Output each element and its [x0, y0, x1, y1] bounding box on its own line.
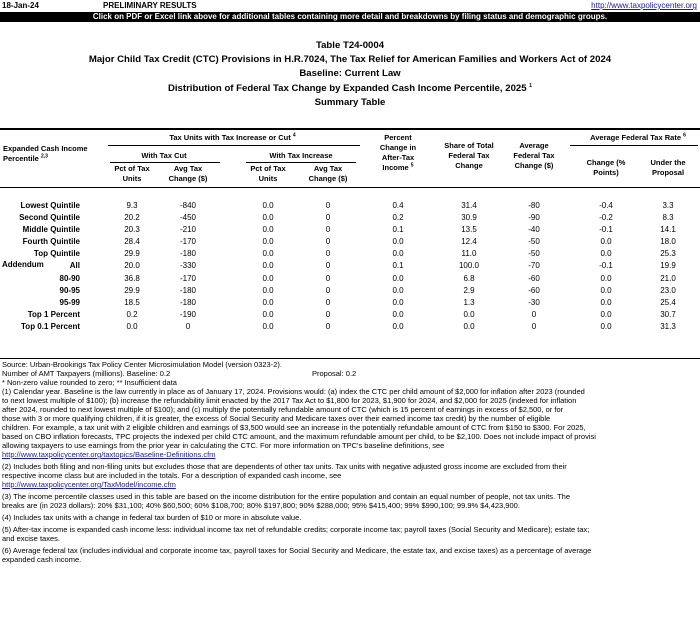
addendum-cell: 0.0: [262, 298, 274, 307]
addendum-cell: 0: [325, 322, 331, 331]
inc-pct-header: Pct of Tax Units: [250, 164, 286, 183]
note-5a: (5) After-tax income is expanded cash income less: individual income tax net of refundable credits; corporate income tax; payroll taxes (Social Security and Medicare); estate tax;: [2, 525, 590, 534]
amt-note: Number of AMT Taxpayers (millions). Baseline: 0.2 Proposal: 0.2: [2, 369, 357, 378]
quintile-cell: 19.9: [660, 261, 676, 270]
title-line-4: Summary Table: [314, 96, 386, 108]
table-titles: [0, 39, 700, 110]
quintile-row-label: Top Quintile: [33, 249, 80, 258]
avg-fed-change-header: Average Federal Tax Change ($): [513, 141, 555, 170]
addendum-cell: 0.0: [392, 286, 404, 295]
addendum-cell: 0.0: [262, 274, 274, 283]
rate-change-header: Change (% Points): [586, 158, 626, 177]
addendum-cell: 0.0: [262, 310, 274, 319]
row-label-header: Expanded Cash Income Percentile $^{2,3}$: [3, 144, 88, 163]
baseline-definitions-link[interactable]: http://www.taxpolicycenter.org/taxtopics/Baseline-Definitions.cfm: [2, 450, 216, 459]
addendum-cell: 0.2: [126, 310, 138, 319]
quintile-cell: 0.0: [262, 213, 274, 222]
addendum-row-label: 80-90: [59, 274, 80, 283]
quintile-cell: 30.9: [461, 213, 477, 222]
addendum-cell: 31.3: [660, 322, 676, 331]
note-1f: based on CBO inflation forecasts, TPC projects the indexed per child CTC amount, and the maximum refundable amount per child, to be $2,100. Does not include impact of provisi: [2, 432, 596, 441]
addendum-cell: 25.4: [660, 298, 676, 307]
note-2a: (2) Includes both filing and non-filing units but excludes those that are dependents of other tax units. Tax units with negative adjusted gross income are excluded from their: [2, 462, 567, 471]
addendum-cell: 0.0: [463, 310, 475, 319]
report-date: 18-Jan-24: [2, 1, 39, 10]
units-group-header: Tax Units with Tax Increase or Cut $^4$: [169, 132, 296, 142]
with-increase-underline: [246, 162, 356, 163]
quintile-cell: 0.0: [262, 237, 274, 246]
addendum-cell: 0.0: [600, 322, 612, 331]
note-2-link-row: [2, 480, 698, 489]
title-line-1: Major Child Tax Credit (CTC) Provisions in H.R.7024, The Tax Relief for American Families and Workers Act of 2024: [88, 54, 612, 66]
header-bottom-rule: [0, 187, 700, 188]
quintile-row-label: Middle Quintile: [22, 225, 80, 234]
units-group-underline: [108, 145, 360, 146]
quintile-cell: -90: [528, 213, 540, 222]
quintile-row-label: Second Quintile: [19, 213, 80, 222]
avg-rate-underline: [570, 145, 698, 146]
quintile-cell: -0.1: [599, 225, 613, 234]
addendum-cell: 0: [325, 298, 331, 307]
cut-pct-header: Pct of Tax Units: [114, 164, 150, 183]
quintile-cell: 20.3: [124, 225, 140, 234]
addendum-row-label: 90-95: [59, 286, 80, 295]
quintile-cell: 14.1: [660, 225, 676, 234]
quintile-cell: 0: [325, 201, 331, 210]
addendum-cell: 0.0: [126, 322, 138, 331]
quintile-cell: -0.2: [599, 213, 613, 222]
quintile-cell: 0.0: [392, 237, 404, 246]
addendum-cell: 0: [325, 286, 331, 295]
addendum-cell: 0: [531, 322, 537, 331]
quintile-cell: 8.3: [662, 213, 674, 222]
quintile-cell: 0: [325, 249, 331, 258]
title-line-2: Baseline: Current Law: [299, 68, 401, 80]
quintile-cell: 0.0: [262, 249, 274, 258]
addendum-row-label: Top 1 Percent: [27, 310, 80, 319]
addendum-cell: 0.0: [392, 298, 404, 307]
avg-rate-group-header: Average Federal Tax Rate $^6$: [590, 132, 686, 142]
addendum-cell: 18.5: [124, 298, 140, 307]
note-6a: (6) Average federal tax (includes individual and corporate income tax, payroll taxes for Social Security and Medicare, the estate tax, and excise taxes) as a percentage of average: [2, 546, 592, 555]
addendum-cell: -190: [179, 310, 196, 319]
note-5b: and excise taxes.: [2, 534, 60, 543]
addendum-cell: -180: [179, 298, 196, 307]
note-1c: after 2024, rounded to next lowest multiple of $100); and (c) multiply the potentially refundable amount of CTC (which is 15 percent of earnings in excess of $2,500, or for: [2, 405, 564, 414]
quintile-cell: -0.1: [599, 261, 613, 270]
note-1a: (1) Calendar year. Baseline is the law currently in place as of January 17, 2024. Provisions would: (a) index the CTC per child amount of $2,000 for inflation after 2023 (rounded: [2, 387, 585, 396]
quintile-cell: 0.0: [600, 249, 612, 258]
quintile-cell: -70: [528, 261, 540, 270]
quintile-cell: 31.4: [461, 201, 477, 210]
source-note: Source: Urban-Brookings Tax Policy Center Microsimulation Model (version 0323-2).: [2, 360, 282, 369]
quintile-cell: 0: [325, 225, 331, 234]
with-increase-header: With Tax Increase: [269, 151, 333, 160]
inc-avg-header: Avg Tax Change ($): [308, 164, 348, 183]
title-line-3: Distribution of Federal Tax Change by Expanded Cash Income Percentile, 2025 $^1$: [167, 82, 533, 94]
with-cut-underline: [110, 162, 220, 163]
addendum-cell: -170: [179, 274, 196, 283]
addendum-label: Addendum: [2, 260, 44, 269]
quintile-cell: 11.0: [461, 249, 477, 258]
quintile-cell: 0.0: [262, 261, 274, 270]
quintile-cell: 18.0: [660, 237, 676, 246]
addendum-cell: 0.0: [600, 310, 612, 319]
quintile-cell: -180: [179, 249, 196, 258]
addendum-cell: 0.0: [392, 274, 404, 283]
quintile-cell: -840: [179, 201, 196, 210]
note-1e: children. For example, a tax unit with 2 eligible children and earnings of $3,500 would see an increase in the potentially refundable amount of CTC from $150 to $300. For 2025,: [2, 423, 586, 432]
addendum-cell: -30: [528, 298, 540, 307]
addendum-row-label: Top 0.1 Percent: [21, 322, 80, 331]
quintile-cell: 9.3: [126, 201, 138, 210]
quintile-cell: -40: [528, 225, 540, 234]
quintile-cell: 0.1: [392, 261, 404, 270]
quintile-cell: 0.0: [600, 237, 612, 246]
quintile-cell: 29.9: [124, 249, 140, 258]
quintile-cell: -330: [179, 261, 196, 270]
note-1g: allowing taxpayers to use earnings from the prior year in calculating the CTC. For more information on TPC's baseline definitions, see: [2, 441, 445, 450]
addendum-cell: 0.0: [600, 286, 612, 295]
table-id: Table T24-0004: [315, 40, 385, 51]
quintile-cell: 100.0: [458, 261, 480, 270]
quintile-cell: 20.0: [124, 261, 140, 270]
quintile-cell: 0.2: [392, 213, 404, 222]
quintile-cell: 3.3: [662, 201, 674, 210]
addendum-cell: 0.0: [600, 298, 612, 307]
addendum-cell: -60: [528, 274, 540, 283]
quintile-cell: -210: [179, 225, 196, 234]
quintile-cell: 0.4: [392, 201, 404, 210]
quintile-cell: 28.4: [124, 237, 140, 246]
top-strip: [0, 0, 700, 11]
addendum-row-label: 95-99: [59, 298, 80, 307]
addendum-cell: 2.9: [463, 286, 475, 295]
note-3b: breaks are (in 2023 dollars): 20% $31,100; 40% $60,500; 60% $108,700; 80% $197,800; 90% $288,000; 95% $415,400; 99% $990,100; 99.9% $4,423,900.: [2, 501, 520, 510]
after-tax-header: Percent Change in After-Tax Income $^5$: [379, 133, 417, 172]
preliminary-label: PRELIMINARY RESULTS: [103, 1, 197, 10]
notice-banner: Click on PDF or Excel link above for additional tables containing more detail and breakdowns by filing status and demographic groups.: [0, 12, 700, 22]
addendum-cell: 0.0: [262, 322, 274, 331]
header-top-rule: [0, 128, 700, 130]
addendum-cell: 0.0: [392, 322, 404, 331]
addendum-cell: 0.0: [600, 274, 612, 283]
addendum-cell: 6.8: [463, 274, 475, 283]
note-2b: respective income class but are included in the totals. For a description of expanded cash income, see: [2, 471, 342, 480]
addendum-cell: 36.8: [124, 274, 140, 283]
note-1d: those with 3 or more qualifying children, if it is greater, the excess of Social Security and Medicare taxes over their earned income tax credit) by the number of eligible: [2, 414, 551, 423]
quintile-cell: -0.4: [599, 201, 613, 210]
addendum-cell: 0: [185, 322, 191, 331]
addendum-cell: 0: [531, 310, 537, 319]
quintile-row-label: All: [69, 261, 80, 270]
quintile-cell: -50: [528, 237, 540, 246]
quintile-cell: -50: [528, 249, 540, 258]
note-1-link-row: [2, 450, 698, 459]
addendum-cell: 23.0: [660, 286, 676, 295]
addendum-cell: 29.9: [124, 286, 140, 295]
quintile-cell: 13.5: [461, 225, 477, 234]
with-cut-header: With Tax Cut: [141, 151, 187, 160]
addendum-cell: 30.7: [660, 310, 676, 319]
quintile-cell: 12.4: [461, 237, 477, 246]
quintile-row-label: Fourth Quintile: [22, 237, 80, 246]
addendum-cell: 0.0: [463, 322, 475, 331]
quintile-cell: 0.0: [262, 225, 274, 234]
nonzero-note: * Non-zero value rounded to zero; ** Insufficient data: [2, 378, 177, 387]
addendum-cell: -60: [528, 286, 540, 295]
quintile-cell: 0.0: [262, 201, 274, 210]
quintile-row-label: Lowest Quintile: [20, 201, 80, 210]
tpc-link[interactable]: http://www.taxpolicycenter.org: [591, 1, 697, 10]
table-bottom-rule: [0, 358, 700, 359]
note-4: (4) Includes tax units with a change in federal tax burden of $10 or more in absolute value.: [2, 513, 302, 522]
addendum-cell: -180: [179, 286, 196, 295]
quintile-cell: -80: [528, 201, 540, 210]
addendum-cell: 0.0: [392, 310, 404, 319]
quintile-cell: 0: [325, 261, 331, 270]
quintile-cell: 0.0: [392, 249, 404, 258]
addendum-cell: 1.3: [463, 298, 475, 307]
note-3a: (3) The income percentile classes used in this table are based on the income distribution for the entire population and contain an equal number of people, not tax units. The: [2, 492, 570, 501]
quintile-cell: 0: [325, 213, 331, 222]
quintile-cell: -170: [179, 237, 196, 246]
share-change-header: Share of Total Federal Tax Change: [444, 141, 494, 170]
quintile-cell: 0: [325, 237, 331, 246]
addendum-cell: 0: [325, 310, 331, 319]
cut-avg-header: Avg Tax Change ($): [168, 164, 208, 183]
addendum-cell: 0: [325, 274, 331, 283]
quintile-cell: 25.3: [660, 249, 676, 258]
addendum-cell: 21.0: [660, 274, 676, 283]
under-proposal-header: Under the Proposal: [650, 158, 686, 177]
quintile-cell: 20.2: [124, 213, 140, 222]
quintile-cell: -450: [179, 213, 196, 222]
quintile-cell: 0.1: [392, 225, 404, 234]
income-definition-link[interactable]: http://www.taxpolicycenter.org/TaxModel/income.cfm: [2, 480, 176, 489]
addendum-cell: 0.0: [262, 286, 274, 295]
note-1b: to next lowest multiple of $100); (b) increase the refundability limit enacted by the 2017 Tax Act to $1,800 for 2023, $1,900 for 2024, and $2,000 for 2025 (indexed for inflation: [2, 396, 577, 405]
note-6b: expanded cash income.: [2, 555, 82, 564]
